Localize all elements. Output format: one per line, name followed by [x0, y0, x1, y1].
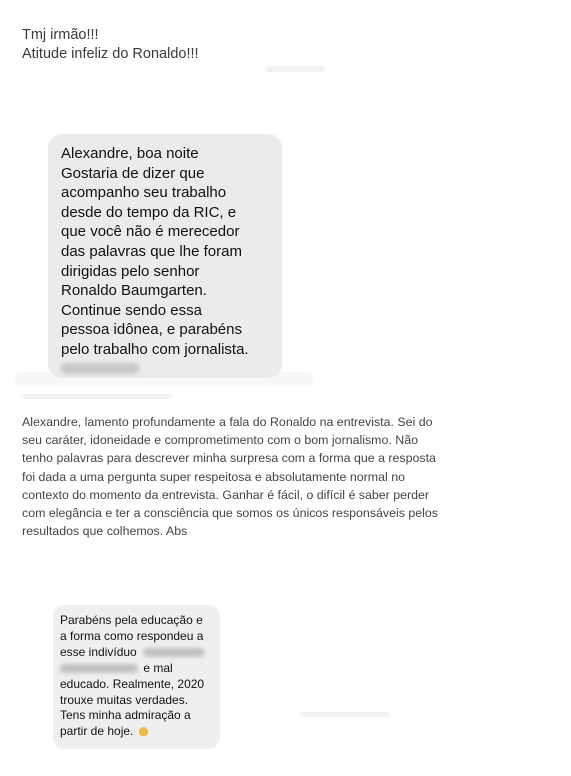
message-4-line [60, 724, 214, 740]
message-2-line: Continue sendo essa [61, 301, 202, 319]
message-4-line [60, 645, 214, 661]
message-3-line: Alexandre, lamento profundamente a fala do Ronaldo na entrevista. Sei do [22, 415, 433, 429]
message-3 [22, 413, 562, 540]
message-3-line: com elegância e ter a consciência que somos os únicos responsáveis pelos [22, 506, 439, 521]
clapping-hands-icon [139, 727, 148, 736]
redacted-word [60, 664, 138, 673]
message-2-line: desde do tempo da RIC, e [61, 203, 237, 221]
message-4-line: educado. Realmente, 2020 [60, 676, 205, 691]
message-2-line: pessoa idônea, e parabéns [61, 321, 242, 339]
message-2-line: Gostaria de dizer que [61, 164, 205, 182]
message-4-line [60, 661, 214, 677]
message-2-line: acompanho seu trabalho [61, 184, 227, 202]
message-2-line: das palavras que lhe foram [61, 242, 242, 260]
message-3-line: tenho palavras para descrever minha surpresa com a forma que a resposta [22, 451, 436, 466]
message-2-bubble [48, 134, 282, 378]
message-2-line: que você não é merecedor [61, 223, 240, 241]
message-3-line: resultados que colhemos. Abs [22, 524, 188, 539]
redacted-word [143, 648, 205, 657]
background-artifact [300, 712, 390, 717]
message-2-line: Ronaldo Baumgarten. [61, 282, 207, 300]
background-artifact [265, 66, 325, 72]
message-4-text: e mal [143, 660, 173, 675]
message-4-line: Parabéns pela educação e [60, 613, 203, 627]
message-2-line: pelo trabalho com jornalista. [61, 340, 249, 358]
message-1 [22, 26, 542, 64]
message-4-text: esse indivíduo [60, 644, 137, 659]
message-4-text: partir de hoje. [60, 724, 134, 739]
message-4-line: a forma como respondeu a [60, 628, 204, 643]
message-3-line: seu caráter, idoneidade e comprometimento com o bom jornalismo. Não [22, 433, 419, 448]
message-3-line: contexto do momento da entrevista. Ganhar é fácil, o difícil é saber perder [22, 487, 430, 502]
redacted-signature [61, 363, 139, 374]
message-2-line: dirigidas pelo senhor [61, 262, 200, 280]
message-2-line: Alexandre, boa noite [61, 145, 199, 162]
background-artifact [22, 394, 172, 399]
message-3-line: foi dada a uma pergunta super respeitosa e absolutamente normal no [22, 469, 405, 484]
message-1-line: Atitude infeliz do Ronaldo!!! [22, 46, 199, 62]
message-1-line: Tmj irmão!!! [22, 27, 99, 43]
message-4-line: trouxe muitas verdades. [60, 692, 189, 707]
message-4-bubble [53, 605, 220, 749]
message-4-line: Tens minha admiração a [60, 708, 191, 723]
